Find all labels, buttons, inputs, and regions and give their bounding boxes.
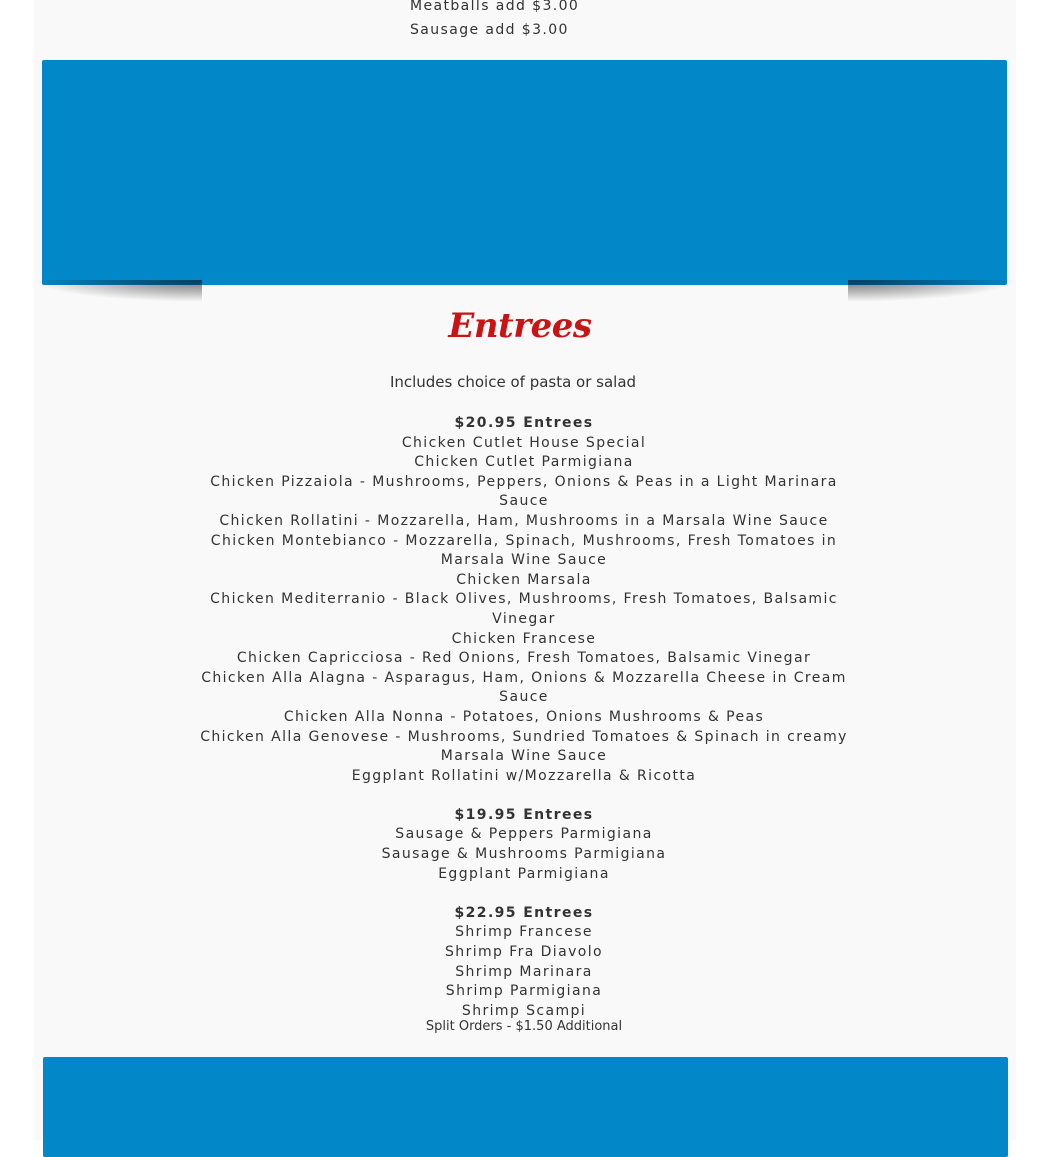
price-group-heading: $22.95 Entrees bbox=[454, 904, 594, 921]
previous-section-tail bbox=[410, 0, 810, 42]
price-group-heading: $19.95 Entrees bbox=[454, 806, 594, 823]
group-spacer bbox=[200, 786, 848, 806]
menu-item: Chicken Alla Alagna - Asparagus, Ham, Onions & Mozzarella Cheese in Cream Sauce bbox=[201, 669, 847, 706]
banner-image-block bbox=[42, 60, 1007, 285]
banner-image-block-bottom bbox=[43, 1057, 1008, 1157]
menu-item: Chicken Alla Nonna - Potatoes, Onions Mushrooms & Peas bbox=[283, 708, 765, 725]
group-spacer bbox=[200, 884, 848, 904]
menu-item: Sausage & Peppers Parmigiana bbox=[395, 826, 653, 843]
menu-item: Eggplant Parmigiana bbox=[438, 865, 610, 882]
menu-item: Shrimp Fra Diavolo bbox=[445, 944, 603, 961]
section-title: Entrees bbox=[448, 306, 592, 346]
split-orders-note: Split Orders - $1.50 Additional bbox=[425, 1019, 623, 1034]
entrees-menu-list bbox=[200, 414, 848, 1021]
section-subtitle: Includes choice of pasta or salad bbox=[389, 373, 637, 391]
menu-item: Eggplant Rollatini w/Mozzarella & Ricotta bbox=[351, 767, 697, 784]
price-group-heading: $20.95 Entrees bbox=[454, 415, 594, 431]
banner-shadow-right bbox=[848, 280, 1018, 302]
menu-item: Chicken Mediterranio - Black Olives, Mushrooms, Fresh Tomatoes, Balsamic Vinegar bbox=[210, 591, 838, 627]
banner-shadow-left bbox=[32, 280, 202, 302]
menu-item: Chicken Francese bbox=[451, 630, 597, 647]
menu-item: Chicken Capricciosa - Red Onions, Fresh Tomatoes, Balsamic Vinegar bbox=[236, 650, 812, 667]
menu-item: Chicken Alla Genovese - Mushrooms, Sundried Tomatoes & Spinach in creamy Marsala Wine Sauce bbox=[200, 728, 848, 765]
menu-item: Sausage & Mushrooms Parmigiana bbox=[381, 846, 667, 863]
menu-item: Chicken Marsala bbox=[456, 571, 592, 588]
menu-item: Shrimp Francese bbox=[455, 924, 593, 941]
menu-item: Chicken Montebianco - Mozzarella, Spinach, Mushrooms, Fresh Tomatoes in Marsala Wine Sauce bbox=[210, 532, 838, 569]
menu-item: Shrimp Marinara bbox=[455, 963, 593, 980]
menu-item: Shrimp Parmigiana bbox=[445, 983, 603, 1000]
addon-line: Sausage add $3.00 bbox=[410, 22, 569, 38]
menu-item: Chicken Pizzaiola - Mushrooms, Peppers, Onions & Peas in a Light Marinara Sauce bbox=[210, 473, 838, 510]
menu-item: Chicken Cutlet Parmigiana bbox=[414, 454, 634, 471]
menu-item: Chicken Rollatini - Mozzarella, Ham, Mushrooms in a Marsala Wine Sauce bbox=[219, 512, 829, 529]
menu-item: Chicken Cutlet House Special bbox=[401, 434, 647, 451]
addon-line: Meatballs add $3.00 bbox=[410, 0, 580, 14]
menu-item: Shrimp Scampi bbox=[461, 1002, 587, 1019]
